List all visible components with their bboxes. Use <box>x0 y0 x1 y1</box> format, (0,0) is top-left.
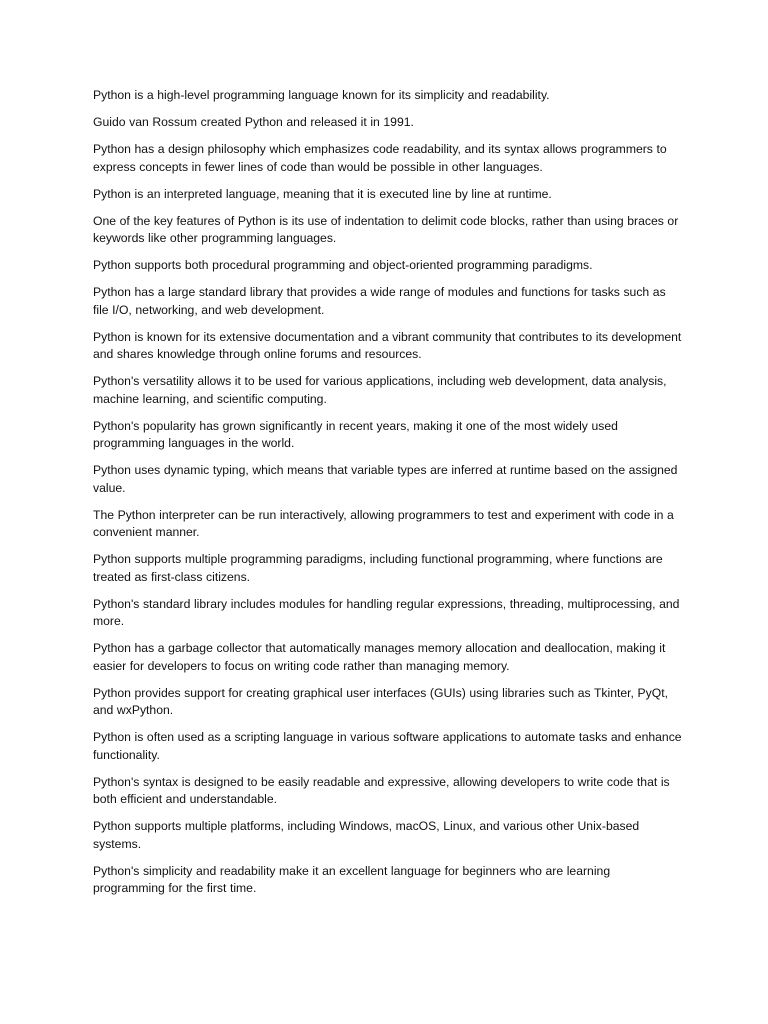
paragraph: Python's syntax is designed to be easily readable and expressive, allowing developers to write code that is both efficient and understandable. <box>93 774 670 806</box>
paragraph: Python is an interpreted language, meaning that it is executed line by line at runtime. <box>93 186 552 201</box>
paragraph: Python's simplicity and readability make it an excellent language for beginners who are learning programming for the first time. <box>93 863 611 895</box>
paragraph: Python is often used as a scripting language in various software applications to automate tasks and enhance functionality. <box>93 730 682 762</box>
paragraph: Python supports both procedural programming and object-oriented programming paradigms. <box>93 258 593 272</box>
paragraph: Python supports multiple platforms, including Windows, macOS, Linux, and various other Unix-based systems. <box>93 819 640 851</box>
paragraph: Python's versatility allows it to be used for various applications, including web development, data analysis, machine learning, and scientific computing. <box>93 374 667 406</box>
paragraph: Python is known for its extensive documentation and a vibrant community that contributes to its development and shares knowledge through online forums and resources. <box>93 329 682 361</box>
paragraph: Python is a high-level programming language known for its simplicity and readability. <box>93 88 550 102</box>
paragraph: Python has a large standard library that provides a wide range of modules and functions for tasks such as file I/O, networking, and web development. <box>93 285 666 317</box>
paragraph: Python provides support for creating graphical user interfaces (GUIs) using libraries such as Tkinter, PyQt, and wxPython. <box>93 685 668 717</box>
paragraph: One of the key features of Python is its use of indentation to delimit code blocks, rather than using braces or keywords like other programming languages. <box>93 213 679 245</box>
paragraph: Python's popularity has grown significantly in recent years, making it one of the most widely used programming languages in the world. <box>93 418 618 450</box>
paragraph: Python uses dynamic typing, which means that variable types are inferred at runtime based on the assigned value. <box>93 463 678 495</box>
document-body <box>93 87 683 907</box>
paragraph: Python supports multiple programming paradigms, including functional programming, where functions are treated as first-class citizens. <box>93 552 663 584</box>
paragraph: The Python interpreter can be run interactively, allowing programmers to test and experiment with code in a convenient manner. <box>93 507 674 539</box>
paragraph: Guido van Rossum created Python and released it in 1991. <box>93 115 414 129</box>
paragraph: Python's standard library includes modules for handling regular expressions, threading, multiprocessing, and more. <box>93 596 680 628</box>
paragraph: Python has a design philosophy which emphasizes code readability, and its syntax allows programmers to express concepts in fewer lines of code than would be possible in other languages. <box>93 142 667 174</box>
paragraph: Python has a garbage collector that automatically manages memory allocation and deallocation, making it easier for developers to focus on writing code rather than managing memory. <box>93 641 666 673</box>
